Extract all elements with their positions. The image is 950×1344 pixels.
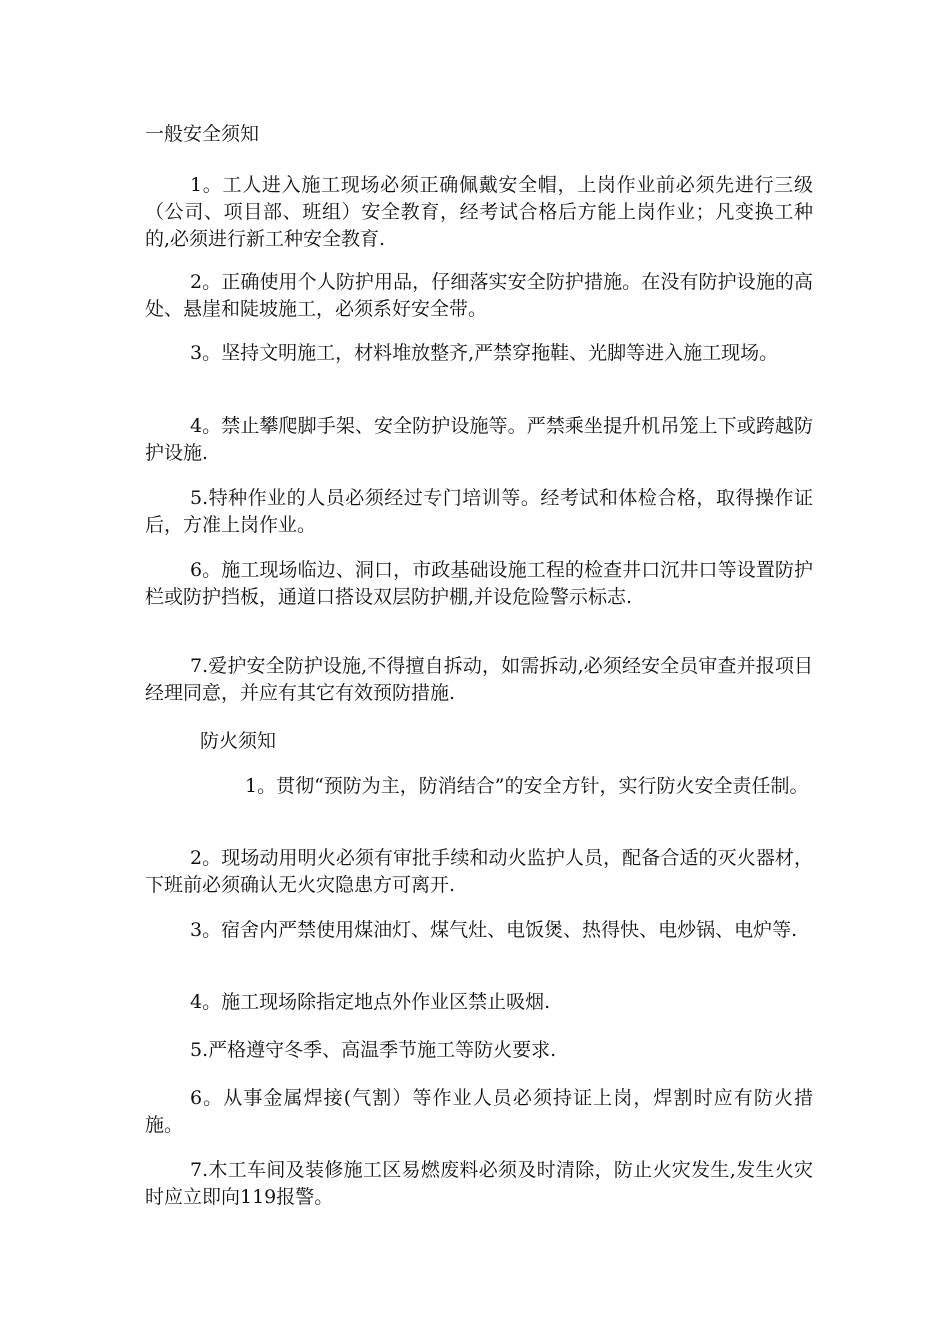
section-title-general-safety: 一般安全须知 — [145, 123, 260, 145]
general-safety-item-4: 4。禁止攀爬脚手架、安全防护设施等。严禁乘坐提升机吊笼上下或跨越防护设施. — [145, 415, 813, 464]
general-safety-item-2: 2。正确使用个人防护用品，仔细落实安全防护措施。在没有防护设施的高处、悬崖和陡坡施工，必须系好安全带。 — [145, 271, 813, 320]
fire-safety-item-4: 4。施工现场除指定地点外作业区禁止吸烟. — [190, 991, 551, 1013]
fire-safety-item-1: 1。贯彻“预防为主，防消结合”的安全方针，实行防火安全责任制。 — [245, 775, 809, 797]
fire-safety-item-7: 7.木工车间及装修施工区易燃废料必须及时清除，防止火灾发生,发生火灾时应立即向119报警。 — [145, 1159, 813, 1208]
general-safety-item-5: 5.特种作业的人员必须经过专门培训等。经考试和体检合格，取得操作证后，方准上岗作业。 — [145, 487, 813, 536]
fire-safety-item-6: 6。从事金属焊接(气割）等作业人员必须持证上岗，焊割时应有防火措施。 — [145, 1087, 813, 1136]
general-safety-item-1: 1。工人进入施工现场必须正确佩戴安全帽，上岗作业前必须先进行三级（公司、项目部、班组）安全教育，经考试合格后方能上岗作业；凡变换工种的,必须进行新工种安全教育. — [145, 174, 813, 250]
general-safety-item-6: 6。施工现场临边、洞口，市政基础设施工程的检查井口沉井口等设置防护栏或防护挡板，通道口搭设双层防护棚,并设危险警示标志. — [145, 559, 813, 608]
fire-safety-item-2: 2。现场动用明火必须有审批手续和动火监护人员，配备合适的灭火器材，下班前必须确认无火灾隐患方可离开. — [145, 847, 813, 896]
general-safety-item-3: 3。坚持文明施工，材料堆放整齐,严禁穿拖鞋、光脚等进入施工现场。 — [190, 342, 779, 364]
general-safety-item-7: 7.爱护安全防护设施,不得擅自拆动，如需拆动,必须经安全员审查并报项目经理同意，并应有其它有效预防措施. — [145, 655, 813, 704]
fire-safety-item-3: 3。宿舍内严禁使用煤油灯、煤气灶、电饭煲、热得快、电炒锅、电炉等. — [190, 919, 798, 941]
section-title-fire-safety: 防火须知 — [200, 730, 277, 752]
fire-safety-item-5: 5.严格遵守冬季、高温季节施工等防火要求. — [190, 1039, 557, 1061]
